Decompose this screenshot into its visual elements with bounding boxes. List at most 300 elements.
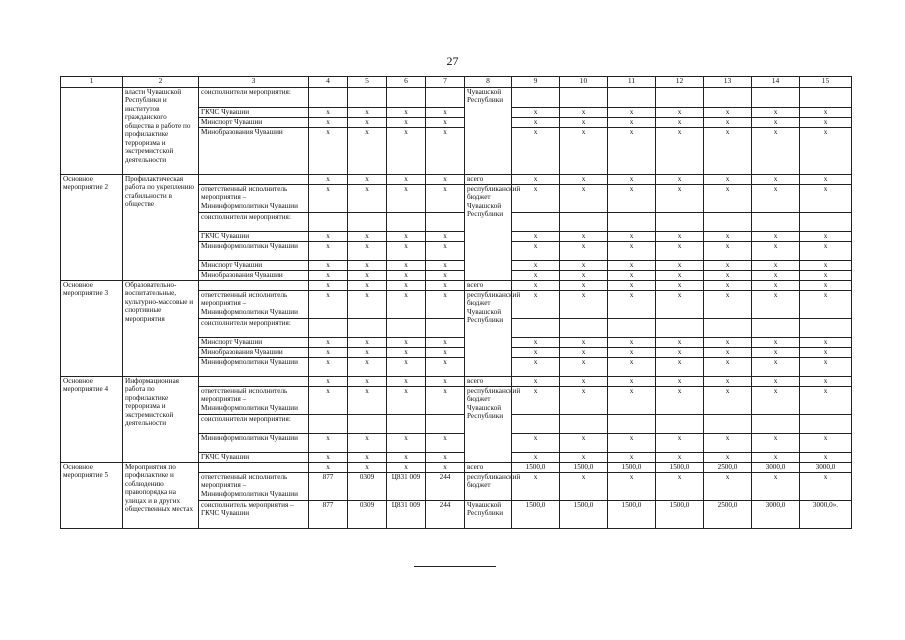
value-cell: x [426,108,465,118]
value-cell: x [752,387,800,415]
value-cell: 244 [426,473,465,501]
value-cell: x [800,387,852,415]
value-cell: 877 [309,473,348,501]
value-cell: x [560,232,608,242]
value-cell: x [348,387,387,415]
value-cell: x [426,128,465,175]
column-header: 1 [61,77,123,88]
column-header: 15 [800,77,852,88]
value-cell [426,213,465,232]
value-cell: x [608,185,656,213]
value-cell: 3000,0». [800,501,852,529]
funding-source-cell: всего [465,281,512,291]
value-cell: x [656,281,704,291]
value-cell: x [704,434,752,453]
value-cell: x [608,348,656,358]
value-cell [800,213,852,232]
value-cell [704,88,752,108]
value-cell: x [752,348,800,358]
value-cell: 0309 [348,473,387,501]
value-cell: x [512,358,560,377]
value-cell: x [512,291,560,319]
value-cell: x [752,291,800,319]
value-cell: x [426,338,465,348]
value-cell: x [309,261,348,271]
value-cell: x [608,175,656,185]
value-cell [387,415,426,434]
value-cell: x [656,434,704,453]
value-cell: x [387,175,426,185]
funding-source-cell: всего [465,377,512,387]
value-cell: x [387,128,426,175]
executor-cell: ГКЧС Чувашии [199,232,309,242]
value-cell: x [309,281,348,291]
event-number-cell [61,88,123,175]
value-cell: x [512,271,560,281]
executor-cell: ГКЧС Чувашии [199,108,309,118]
value-cell: x [426,232,465,242]
value-cell: x [560,434,608,453]
value-cell: x [656,242,704,261]
value-cell: x [608,377,656,387]
value-cell: x [608,271,656,281]
value-cell [309,213,348,232]
value-cell: x [752,185,800,213]
value-cell: x [387,232,426,242]
funding-source-cell: республиканский бюджет [465,473,512,501]
value-cell: x [608,453,656,463]
value-cell: x [608,387,656,415]
value-cell [560,319,608,338]
column-header: 7 [426,77,465,88]
value-cell: x [656,118,704,128]
value-cell [560,88,608,108]
program-resource-table [60,76,852,529]
value-cell [560,415,608,434]
value-cell: x [309,463,348,473]
value-cell: x [309,232,348,242]
value-cell: x [309,175,348,185]
value-cell: Ц831 009 [387,473,426,501]
value-cell: x [348,377,387,387]
value-cell: x [704,358,752,377]
executor-cell: Минобразования Чувашии [199,128,309,175]
executor-cell: соисполнитель мероприятия – ГКЧС Чувашии [199,501,309,529]
value-cell [656,319,704,338]
value-cell: x [348,348,387,358]
value-cell: x [560,185,608,213]
value-cell: x [387,377,426,387]
value-cell: x [387,338,426,348]
value-cell [704,319,752,338]
value-cell: x [656,338,704,348]
executor-cell [199,377,309,387]
value-cell [512,415,560,434]
value-cell: x [800,175,852,185]
event-number-cell: Основное мероприятие 3 [61,281,123,377]
column-header: 12 [656,77,704,88]
value-cell: x [560,377,608,387]
value-cell: x [800,185,852,213]
executor-cell: Минспорт Чувашии [199,338,309,348]
value-cell: x [800,108,852,118]
executor-cell [199,281,309,291]
executor-cell: ответственный исполнитель мероприятия – Мининформполитики Чувашии [199,473,309,501]
value-cell: x [800,291,852,319]
value-cell: x [426,281,465,291]
value-cell: x [512,377,560,387]
value-cell: x [309,348,348,358]
value-cell: x [800,358,852,377]
event-number-cell: Основное мероприятие 2 [61,175,123,281]
value-cell: x [752,473,800,501]
value-cell: x [704,473,752,501]
executor-cell: Минспорт Чувашии [199,261,309,271]
value-cell: x [704,271,752,281]
value-cell: x [704,377,752,387]
value-cell: x [348,358,387,377]
value-cell: x [512,434,560,453]
value-cell: x [512,387,560,415]
value-cell: x [387,271,426,281]
column-header: 3 [199,77,309,88]
value-cell: x [309,338,348,348]
value-cell [800,415,852,434]
value-cell: x [704,348,752,358]
value-cell: x [560,271,608,281]
value-cell: 1500,0 [560,463,608,473]
value-cell: x [704,242,752,261]
value-cell: x [752,377,800,387]
value-cell: x [426,118,465,128]
event-title-cell: власти Чувашской Республики и институтов гражданского общества в работе по профилактике терроризма и экстремистской деятельности [123,88,199,175]
value-cell [426,415,465,434]
executor-cell [199,463,309,473]
value-cell: x [704,118,752,128]
value-cell: 1500,0 [512,463,560,473]
value-cell: x [800,348,852,358]
column-header: 14 [752,77,800,88]
value-cell: x [608,291,656,319]
value-cell: x [752,128,800,175]
value-cell [348,88,387,108]
value-cell [800,319,852,338]
value-cell: x [426,463,465,473]
value-cell: x [752,261,800,271]
value-cell: x [704,175,752,185]
funding-source-cell: всего [465,463,512,473]
value-cell: x [704,453,752,463]
value-cell: x [752,232,800,242]
value-cell: x [387,434,426,453]
column-header: 10 [560,77,608,88]
value-cell: x [309,271,348,281]
value-cell: x [348,108,387,118]
value-cell [512,319,560,338]
value-cell: x [512,232,560,242]
value-cell: x [387,387,426,415]
value-cell: x [752,358,800,377]
value-cell: x [512,453,560,463]
value-cell [608,88,656,108]
value-cell: x [348,185,387,213]
value-cell [656,88,704,108]
executor-cell: Минобразования Чувашии [199,348,309,358]
funding-source-cell: Чувашской Республики [465,501,512,529]
executor-cell: ответственный исполнитель мероприятия – Мининформполитики Чувашии [199,387,309,415]
value-cell [309,88,348,108]
value-cell [387,213,426,232]
value-cell: x [426,185,465,213]
value-cell: x [800,118,852,128]
value-cell: 3000,0 [752,463,800,473]
column-header: 11 [608,77,656,88]
value-cell: x [656,261,704,271]
value-cell: x [348,453,387,463]
value-cell: x [348,118,387,128]
value-cell [560,213,608,232]
value-cell: x [656,358,704,377]
value-cell: x [348,232,387,242]
value-cell: x [608,242,656,261]
value-cell: 2500,0 [704,501,752,529]
value-cell: x [309,377,348,387]
value-cell: x [560,118,608,128]
value-cell: x [387,242,426,261]
table-row [61,88,852,108]
value-cell: x [752,175,800,185]
executor-cell: Мининформполитики Чувашии [199,434,309,453]
value-cell: x [800,271,852,281]
value-cell: x [426,291,465,319]
value-cell: x [800,281,852,291]
value-cell: x [426,271,465,281]
value-cell [752,319,800,338]
value-cell: x [348,434,387,453]
value-cell: x [426,175,465,185]
value-cell: x [704,185,752,213]
value-cell: x [426,242,465,261]
value-cell: x [656,387,704,415]
value-cell: x [348,261,387,271]
value-cell [426,88,465,108]
table-row [61,281,852,291]
value-cell: x [309,108,348,118]
executor-cell: соисполнители мероприятия: [199,213,309,232]
value-cell: x [656,473,704,501]
value-cell: x [348,128,387,175]
funding-source-cell: республиканский бюджет Чувашской Республики [465,291,512,377]
value-cell [608,319,656,338]
value-cell: x [348,281,387,291]
value-cell: x [656,175,704,185]
value-cell: x [426,348,465,358]
value-cell: x [387,281,426,291]
funding-source-cell: республиканский бюджет Чувашской Республики [465,387,512,463]
value-cell: x [752,108,800,118]
footer-separator [414,566,496,567]
value-cell: x [309,387,348,415]
value-cell: x [560,261,608,271]
value-cell: x [800,377,852,387]
value-cell: x [560,358,608,377]
value-cell: x [512,175,560,185]
executor-cell [199,175,309,185]
value-cell: x [800,232,852,242]
value-cell [608,415,656,434]
value-cell: x [608,338,656,348]
value-cell: 877 [309,501,348,529]
value-cell [387,319,426,338]
executor-cell: Минспорт Чувашии [199,118,309,128]
value-cell: x [309,128,348,175]
value-cell: x [560,175,608,185]
table-row [61,377,852,387]
value-cell: x [512,281,560,291]
executor-cell: ГКЧС Чувашии [199,453,309,463]
column-header: 8 [465,77,512,88]
value-cell: x [426,434,465,453]
value-cell: x [426,453,465,463]
event-number-cell: Основное мероприятие 4 [61,377,123,463]
value-cell: x [309,358,348,377]
value-cell: x [800,434,852,453]
value-cell: x [608,358,656,377]
value-cell [608,213,656,232]
value-cell: x [704,261,752,271]
value-cell: x [608,128,656,175]
executor-cell: ответственный исполнитель мероприятия – Мининформполитики Чувашии [199,291,309,319]
value-cell: x [560,128,608,175]
value-cell: x [656,128,704,175]
value-cell: x [309,434,348,453]
value-cell: x [704,387,752,415]
executor-cell: Мининформполитики Чувашии [199,242,309,261]
value-cell: x [800,261,852,271]
value-cell: x [704,338,752,348]
table-row [61,463,852,473]
value-cell: x [704,232,752,242]
executor-cell: Минобразования Чувашии [199,271,309,281]
value-cell [387,88,426,108]
value-cell: x [704,128,752,175]
value-cell: x [560,291,608,319]
value-cell: x [752,281,800,291]
value-cell: x [752,434,800,453]
value-cell [512,213,560,232]
value-cell: x [608,434,656,453]
value-cell: 1500,0 [656,463,704,473]
value-cell: x [560,387,608,415]
value-cell: x [309,453,348,463]
value-cell: x [704,291,752,319]
value-cell: x [512,261,560,271]
column-header: 5 [348,77,387,88]
value-cell [348,213,387,232]
event-title-cell: Информационная работа по профилактике терроризма и экстремистской деятельности [123,377,199,463]
value-cell: x [348,175,387,185]
value-cell: x [348,291,387,319]
value-cell: x [656,108,704,118]
funding-source-cell: республиканский бюджет Чувашской Республики [465,185,512,281]
column-header: 4 [309,77,348,88]
value-cell: x [348,338,387,348]
value-cell: x [387,348,426,358]
value-cell: x [608,118,656,128]
value-cell: x [309,118,348,128]
value-cell: x [608,281,656,291]
value-cell: 1500,0 [608,463,656,473]
event-number-cell: Основное мероприятие 5 [61,463,123,529]
value-cell [752,415,800,434]
value-cell [752,213,800,232]
value-cell: x [560,348,608,358]
value-cell: 3000,0 [800,463,852,473]
value-cell: x [800,242,852,261]
value-cell: x [800,453,852,463]
value-cell [348,319,387,338]
value-cell: x [800,128,852,175]
value-cell: x [656,348,704,358]
funding-source-cell: Чувашской Республики [465,88,512,175]
header-row [61,77,852,88]
value-cell: x [387,291,426,319]
value-cell: x [309,185,348,213]
executor-cell: ответственный исполнитель мероприятия – Мининформполитики Чувашии [199,185,309,213]
value-cell: x [512,118,560,128]
value-cell: 1500,0 [656,501,704,529]
value-cell: x [512,473,560,501]
value-cell: x [426,377,465,387]
value-cell: x [387,185,426,213]
value-cell: 3000,0 [752,501,800,529]
value-cell: x [560,453,608,463]
value-cell: x [387,118,426,128]
value-cell: x [426,387,465,415]
value-cell [704,415,752,434]
value-cell: x [512,242,560,261]
value-cell: x [800,473,852,501]
column-header: 6 [387,77,426,88]
value-cell: x [608,232,656,242]
value-cell: x [387,261,426,271]
value-cell [309,319,348,338]
executor-cell: соисполнители мероприятия: [199,88,309,108]
value-cell: 1500,0 [512,501,560,529]
value-cell: x [426,261,465,271]
funding-source-cell: всего [465,175,512,185]
value-cell [752,88,800,108]
value-cell: x [656,232,704,242]
event-title-cell: Мероприятия по профилактике и соблюдению правопорядка на улицах и в других общественных местах [123,463,199,529]
value-cell: x [309,291,348,319]
table-row [61,175,852,185]
value-cell: x [560,473,608,501]
value-cell: x [752,453,800,463]
value-cell: x [512,348,560,358]
value-cell: x [656,185,704,213]
value-cell [800,88,852,108]
value-cell: x [704,108,752,118]
column-header: 9 [512,77,560,88]
value-cell: x [387,453,426,463]
value-cell [426,319,465,338]
value-cell: x [348,463,387,473]
value-cell: x [387,108,426,118]
value-cell: x [560,338,608,348]
value-cell: x [656,271,704,281]
value-cell: 0309 [348,501,387,529]
